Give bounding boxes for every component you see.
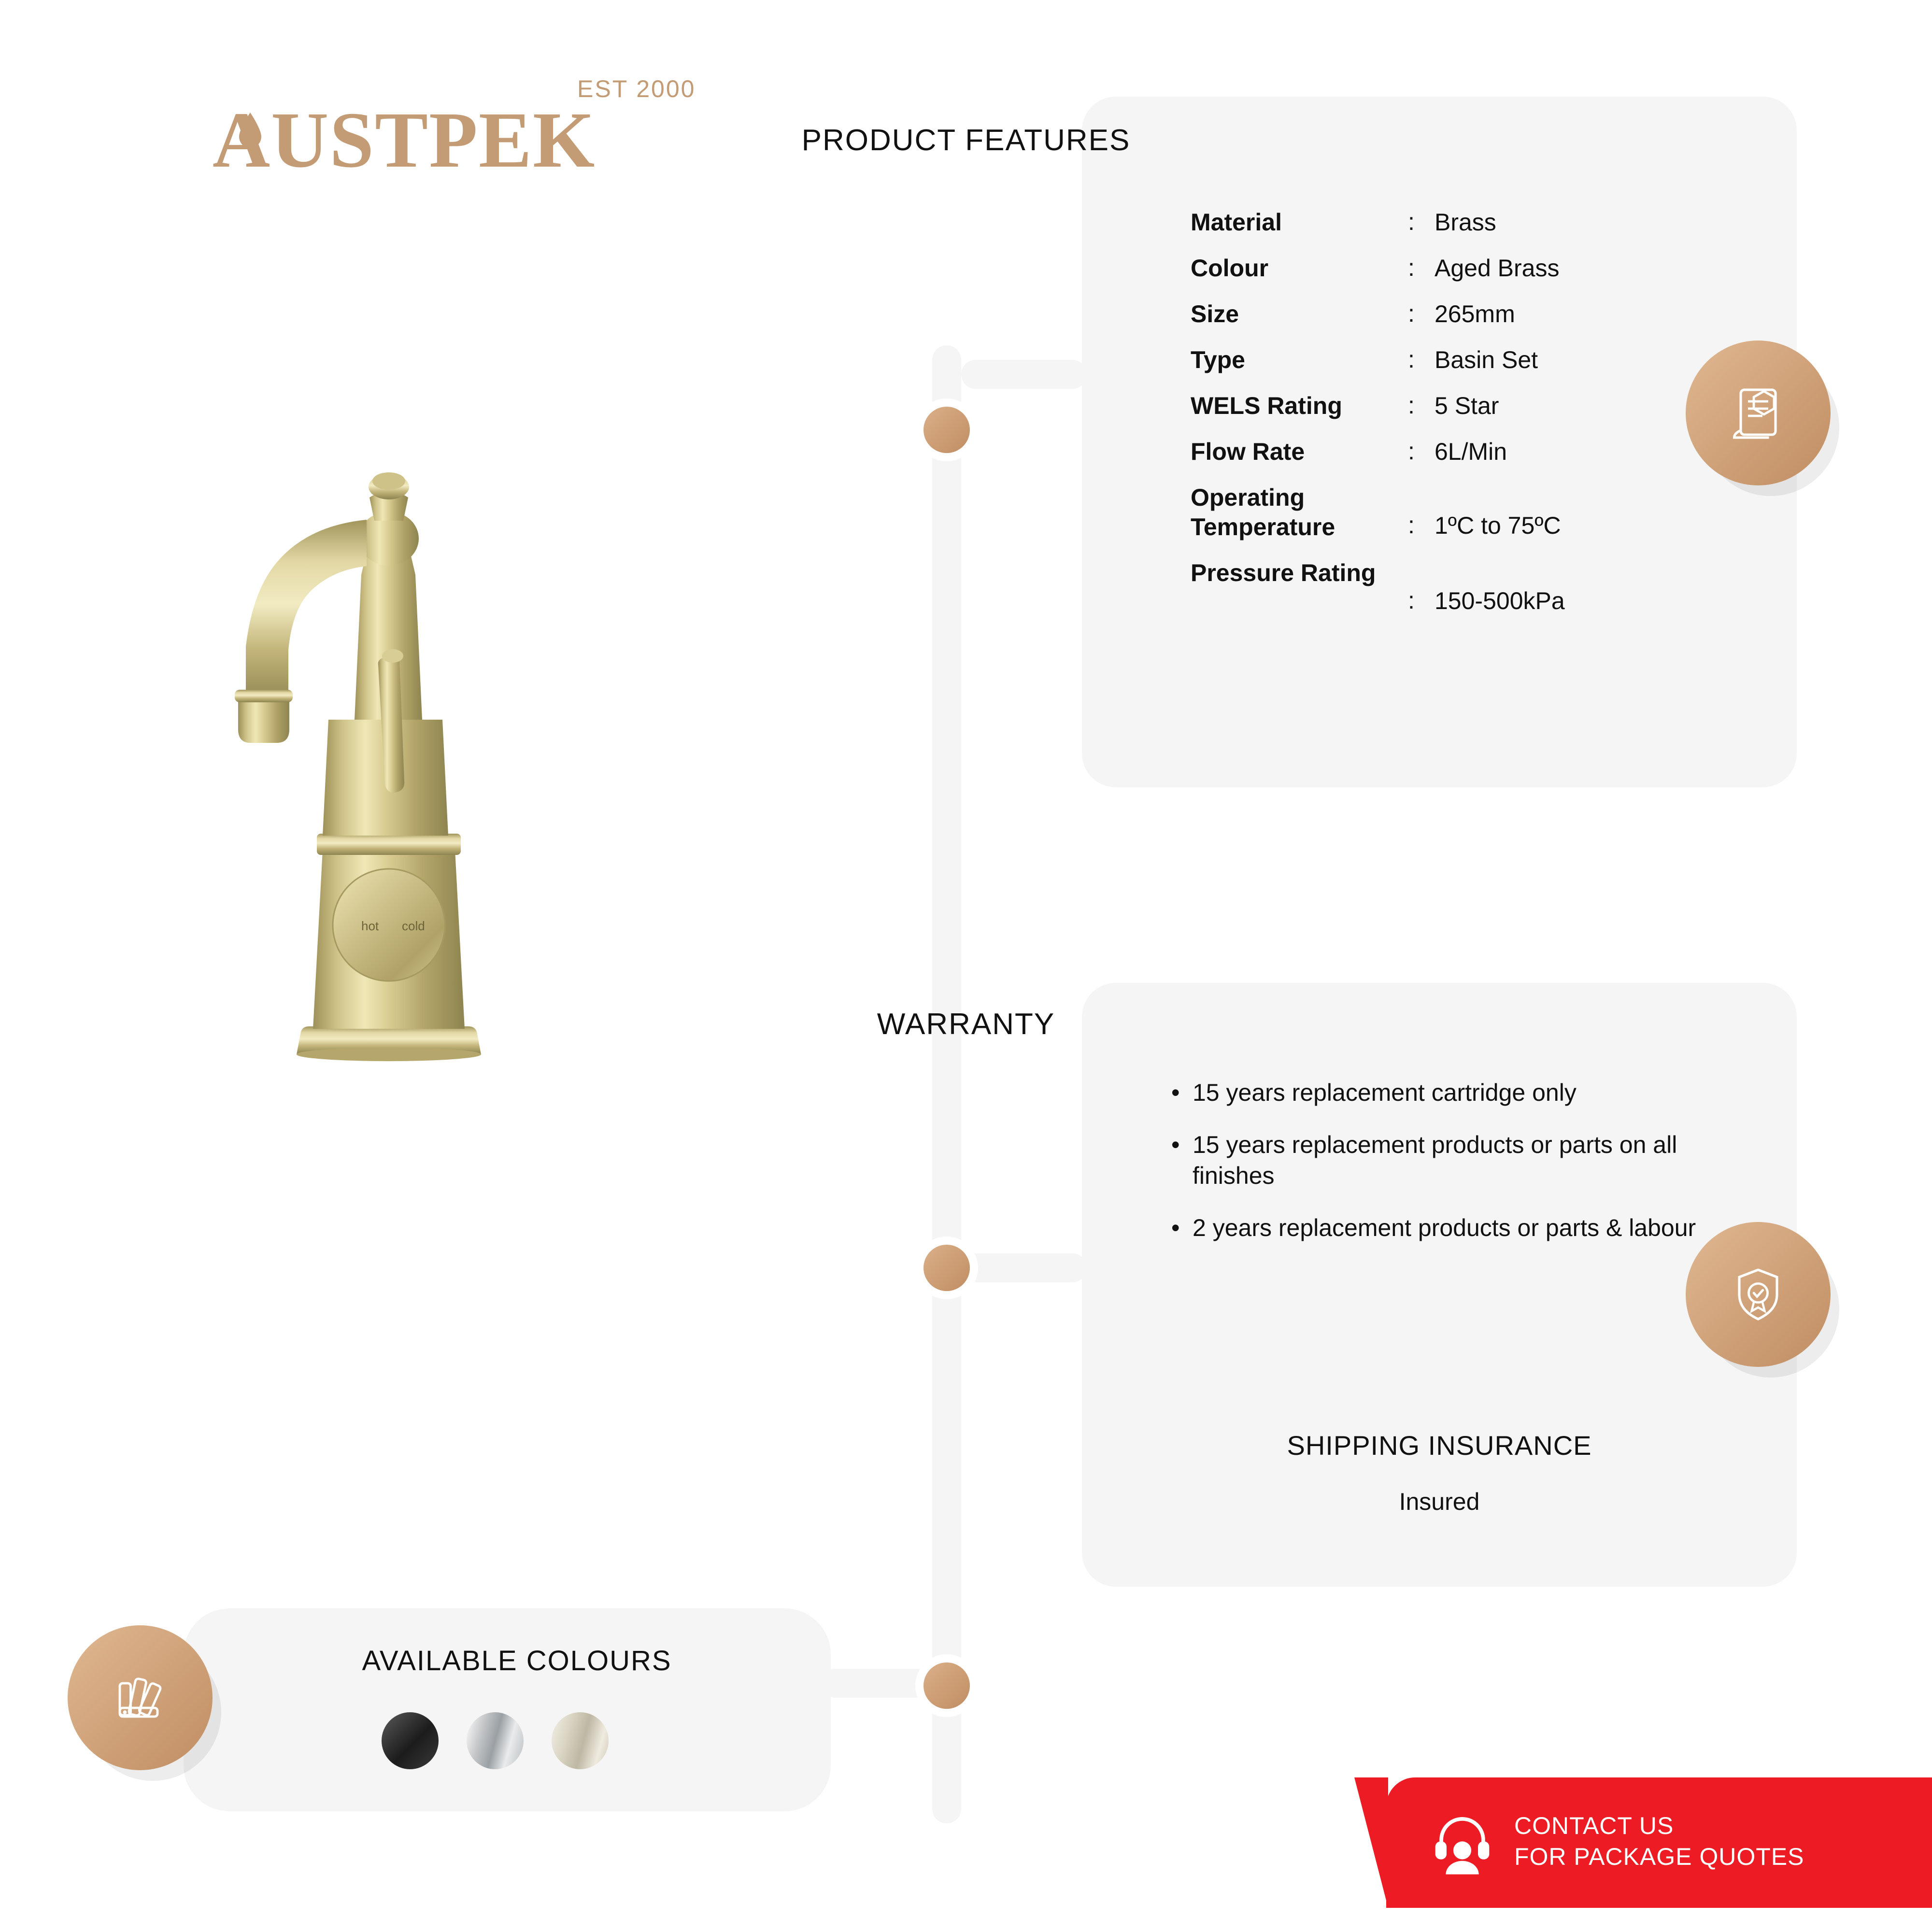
spec-separator: : [1408, 587, 1415, 614]
svg-text:cold: cold [402, 919, 425, 933]
spec-value: Basin Set [1435, 346, 1538, 373]
table-row [1191, 299, 1770, 329]
available-colours-title: AVAILABLE COLOURS [362, 1645, 672, 1676]
spec-label: Size [1191, 300, 1239, 327]
connector-arm-warranty [961, 1253, 1087, 1282]
warranty-item-text: 15 years replacement cartridge only [1193, 1079, 1577, 1106]
list-item [1171, 1077, 1727, 1108]
spec-separator: : [1408, 300, 1415, 327]
spec-label: WELS Rating [1191, 392, 1342, 419]
table-row [1191, 254, 1770, 283]
warranty-title: WARRANTY [877, 1008, 1055, 1041]
features-badge [1686, 341, 1831, 485]
spec-separator: : [1408, 511, 1415, 539]
spec-separator: : [1408, 438, 1415, 465]
table-row [1191, 483, 1770, 542]
warranty-badge [1686, 1222, 1831, 1367]
spec-label: Pressure Rating [1191, 559, 1376, 586]
spec-separator: : [1408, 392, 1415, 419]
spec-value: 5 Star [1435, 392, 1499, 419]
warranty-item-text: 2 years replacement products or parts & labour [1193, 1214, 1696, 1241]
bullet-icon: • [1171, 1214, 1180, 1241]
colour-swatch-brushed-nickel[interactable] [552, 1712, 609, 1769]
colours-badge [68, 1625, 213, 1770]
contact-line-2: FOR PACKAGE QUOTES [1514, 1843, 1804, 1870]
spec-label: Type [1191, 346, 1245, 373]
colour-swatch-list [382, 1712, 609, 1769]
spec-value: Aged Brass [1435, 255, 1560, 282]
spec-label: Flow Rate [1191, 438, 1305, 465]
contact-line-1: CONTACT US [1514, 1812, 1674, 1839]
shield-check-icon [1722, 1258, 1794, 1331]
contact-banner-text [1514, 1810, 1804, 1872]
colour-swatch-chrome[interactable] [467, 1712, 524, 1769]
connector-node-warranty [915, 1236, 978, 1299]
shipping-insurance-title: SHIPPING INSURANCE [1287, 1430, 1592, 1461]
basin-mixer-tap-image [169, 425, 773, 1367]
connector-rail [932, 345, 961, 1823]
table-row [1191, 345, 1770, 375]
colour-swatch-matte-black[interactable] [382, 1712, 439, 1769]
spec-separator: : [1408, 254, 1415, 281]
product-features-table [1191, 208, 1770, 632]
spec-value: Brass [1435, 209, 1496, 236]
contact-banner[interactable] [1386, 1777, 1932, 1908]
warranty-list [1171, 1077, 1727, 1264]
document-features-icon [1722, 377, 1794, 449]
product-features-title: PRODUCT FEATURES [801, 124, 1131, 157]
spec-label: Material [1191, 209, 1282, 236]
list-item [1171, 1129, 1727, 1191]
brand-est-label: EST 2000 [577, 75, 696, 102]
spec-value: 265mm [1435, 300, 1515, 327]
available-colours-card [184, 1608, 831, 1811]
spec-label: Colour [1191, 255, 1269, 282]
svg-text:hot: hot [361, 919, 379, 933]
connector-node-features [915, 398, 978, 461]
colour-swatch-icon [104, 1662, 176, 1734]
connector-node-colours [915, 1654, 978, 1717]
bullet-icon: • [1171, 1079, 1180, 1106]
spec-separator: : [1408, 208, 1415, 235]
table-row [1191, 437, 1770, 467]
spec-value: 150-500kPa [1435, 587, 1565, 614]
spec-value: 6L/Min [1435, 438, 1507, 465]
spec-value: 1ºC to 75ºC [1435, 512, 1561, 539]
spec-label: Operating Temperature [1191, 484, 1335, 540]
table-row [1191, 208, 1770, 237]
list-item [1171, 1212, 1727, 1243]
bullet-icon: • [1171, 1131, 1180, 1158]
spec-separator: : [1408, 346, 1415, 373]
table-row [1191, 391, 1770, 421]
headset-support-icon [1425, 1805, 1500, 1880]
shipping-insurance-value: Insured [1399, 1488, 1480, 1515]
brand-name: AUSTPEK [213, 96, 596, 184]
warranty-item-text: 15 years replacement products or parts on all finishes [1193, 1131, 1677, 1189]
table-row [1191, 558, 1770, 616]
connector-arm-features [961, 360, 1087, 389]
